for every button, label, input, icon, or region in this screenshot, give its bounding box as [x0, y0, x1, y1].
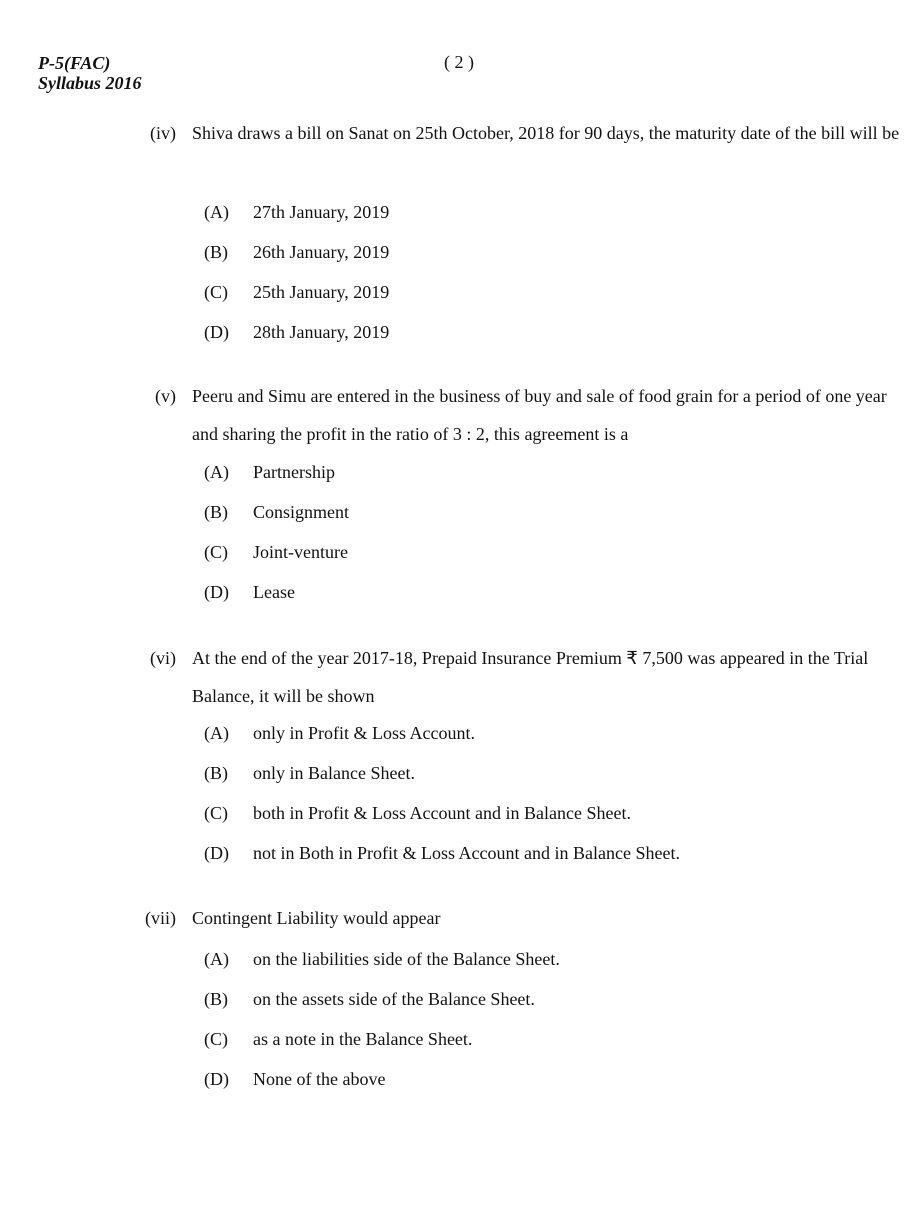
- question-number: (vii): [145, 908, 176, 928]
- option: [204, 452, 349, 492]
- option: [204, 492, 349, 532]
- syllabus-label: Syllabus 2016: [38, 73, 142, 93]
- question-number: (vi): [150, 648, 176, 668]
- option: [204, 272, 389, 312]
- page-number: ( 2 ): [444, 52, 474, 72]
- option-label: (C): [204, 803, 228, 823]
- option: [204, 833, 680, 873]
- option-label: (C): [204, 282, 228, 302]
- option-text: 28th January, 2019: [253, 322, 390, 342]
- option-label: (A): [204, 949, 229, 969]
- option-text: Consignment: [253, 502, 350, 522]
- option: [204, 1059, 560, 1099]
- option-text: on the liabilities side of the Balance Sheet.: [253, 949, 560, 969]
- option-text: None of the above: [253, 1069, 386, 1089]
- option: [204, 753, 680, 793]
- option: [204, 572, 349, 612]
- option-text: as a note in the Balance Sheet.: [253, 1029, 473, 1049]
- option-text: only in Profit & Loss Account.: [253, 723, 475, 743]
- options-list: [204, 713, 680, 873]
- option: [204, 939, 560, 979]
- question-text: Shiva draws a bill on Sanat on 25th October, 2018 for 90 days, the maturity date of the bill will be: [192, 123, 900, 143]
- question-text: Contingent Liability would appear: [192, 908, 441, 928]
- option-text: 26th January, 2019: [253, 242, 390, 262]
- option-text: Joint-venture: [253, 542, 348, 562]
- option-text: 25th January, 2019: [253, 282, 390, 302]
- option-label: (B): [204, 763, 228, 783]
- option-text: Partnership: [253, 462, 335, 482]
- option-text: 27th January, 2019: [253, 202, 390, 222]
- option: [204, 979, 560, 1019]
- option: [204, 793, 680, 833]
- option-text: both in Profit & Loss Account and in Balance Sheet.: [253, 803, 631, 823]
- option: [204, 532, 349, 572]
- option-label: (C): [204, 542, 228, 562]
- option: [204, 713, 680, 753]
- option-label: (A): [204, 723, 229, 743]
- paper-code: P-5(FAC): [38, 53, 111, 73]
- option-text: not in Both in Profit & Loss Account and in Balance Sheet.: [253, 843, 680, 863]
- option: [204, 1019, 560, 1059]
- options-list: [204, 192, 389, 352]
- option-label: (D): [204, 843, 229, 863]
- option-text: only in Balance Sheet.: [253, 763, 415, 783]
- option-label: (B): [204, 242, 228, 262]
- option-label: (C): [204, 1029, 228, 1049]
- option: [204, 192, 389, 232]
- option-label: (D): [204, 1069, 229, 1089]
- options-list: [204, 452, 349, 612]
- option-text: Lease: [253, 582, 295, 602]
- option-text: on the assets side of the Balance Sheet.: [253, 989, 535, 1009]
- option-label: (B): [204, 989, 228, 1009]
- option-label: (B): [204, 502, 228, 522]
- question-text: At the end of the year 2017-18, Prepaid Insurance Premium ₹ 7,500 was appeared in the Trial Balance, it will be shown: [192, 648, 869, 706]
- question-number: (v): [155, 386, 176, 406]
- option: [204, 312, 389, 352]
- option: [204, 232, 389, 272]
- option-label: (D): [204, 582, 229, 602]
- option-label: (A): [204, 202, 229, 222]
- option-label: (A): [204, 462, 229, 482]
- question-text: Peeru and Simu are entered in the business of buy and sale of food grain for a period of one year and sharing the profit in the ratio of 3 : 2, this agreement is a: [192, 386, 887, 444]
- options-list: [204, 939, 560, 1099]
- question-number: (iv): [150, 123, 176, 143]
- option-label: (D): [204, 322, 229, 342]
